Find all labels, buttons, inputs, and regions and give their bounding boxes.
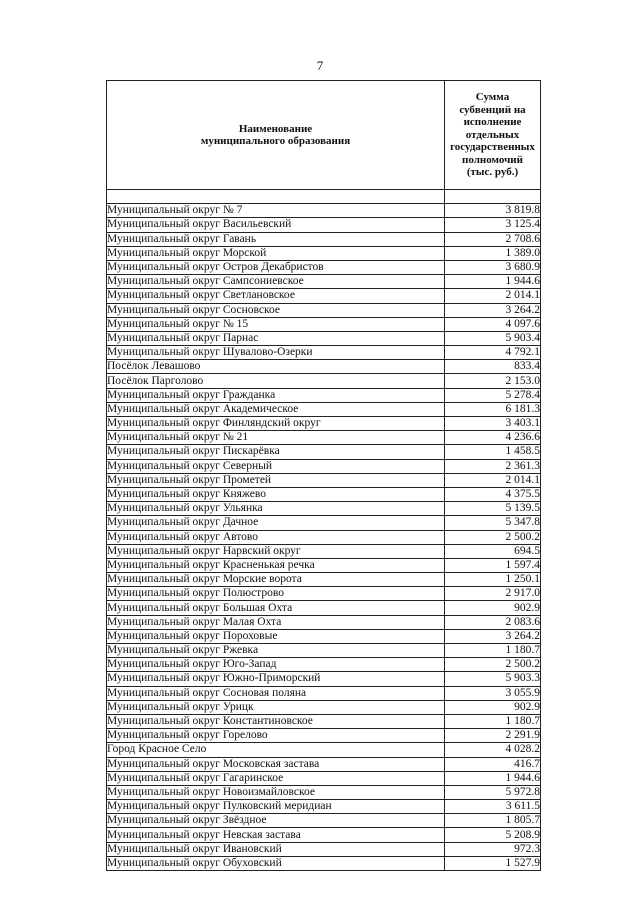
municipality-name-cell: Муниципальный округ Сосновая поляна bbox=[107, 686, 445, 700]
subvention-amount-cell: 694.5 bbox=[445, 544, 541, 558]
table-row bbox=[107, 204, 541, 218]
header-name-text: Наименование муниципального образования bbox=[200, 122, 351, 147]
table-row bbox=[107, 700, 541, 714]
subvention-amount-cell: 2 291.9 bbox=[445, 729, 541, 743]
table-row bbox=[107, 686, 541, 700]
subvention-amount-cell: 833.4 bbox=[445, 360, 541, 374]
municipality-name-cell: Муниципальный округ Княжево bbox=[107, 487, 445, 501]
table-row bbox=[107, 558, 541, 572]
table-row bbox=[107, 629, 541, 643]
subvention-amount-cell: 902.9 bbox=[445, 601, 541, 615]
table-row bbox=[107, 331, 541, 345]
subvention-amount-cell: 2 014.1 bbox=[445, 289, 541, 303]
subvention-amount-cell: 3 680.9 bbox=[445, 260, 541, 274]
municipality-name-cell: Муниципальный округ Полюстрово bbox=[107, 587, 445, 601]
table-row bbox=[107, 757, 541, 771]
municipality-name-cell: Муниципальный округ Горелово bbox=[107, 729, 445, 743]
table-row bbox=[107, 658, 541, 672]
subvention-amount-cell: 1 250.1 bbox=[445, 573, 541, 587]
municipality-name-cell: Муниципальный округ № 15 bbox=[107, 317, 445, 331]
table-row bbox=[107, 544, 541, 558]
municipality-name-cell: Муниципальный округ Автово bbox=[107, 530, 445, 544]
municipality-name-cell: Муниципальный округ № 7 bbox=[107, 204, 445, 218]
table-row bbox=[107, 800, 541, 814]
municipality-name-cell: Муниципальный округ Морские ворота bbox=[107, 573, 445, 587]
table-row bbox=[107, 402, 541, 416]
municipality-name-cell: Муниципальный округ Академическое bbox=[107, 402, 445, 416]
subvention-amount-cell: 1 944.6 bbox=[445, 275, 541, 289]
subvention-amount-cell: 5 903.3 bbox=[445, 672, 541, 686]
municipality-name-cell: Муниципальный округ Пороховые bbox=[107, 629, 445, 643]
subvention-amount-cell: 1 944.6 bbox=[445, 771, 541, 785]
table-row bbox=[107, 232, 541, 246]
subvention-amount-cell: 4 028.2 bbox=[445, 743, 541, 757]
subvention-amount-cell: 3 264.2 bbox=[445, 629, 541, 643]
municipality-name-cell: Муниципальный округ Сампсониевское bbox=[107, 275, 445, 289]
table-row bbox=[107, 303, 541, 317]
subvention-amount-cell: 4 097.6 bbox=[445, 317, 541, 331]
subvention-amount-cell: 3 264.2 bbox=[445, 303, 541, 317]
subvention-amount-cell: 2 361.3 bbox=[445, 459, 541, 473]
table-row bbox=[107, 672, 541, 686]
table-row bbox=[107, 260, 541, 274]
header-amount-text: Сумма субвенций на исполнение отдельных государственных полномочий (тыс. руб.) bbox=[450, 91, 535, 179]
table-row bbox=[107, 814, 541, 828]
subvention-amount-cell: 4 792.1 bbox=[445, 346, 541, 360]
table-row bbox=[107, 289, 541, 303]
subvention-amount-cell: 972.3 bbox=[445, 842, 541, 856]
municipality-name-cell: Муниципальный округ Константиновское bbox=[107, 714, 445, 728]
municipality-name-cell: Муниципальный округ Большая Охта bbox=[107, 601, 445, 615]
municipality-name-cell: Муниципальный округ Морской bbox=[107, 246, 445, 260]
table-row bbox=[107, 502, 541, 516]
municipality-name-cell: Муниципальный округ Красненькая речка bbox=[107, 558, 445, 572]
municipality-name-cell: Муниципальный округ Дачное bbox=[107, 516, 445, 530]
municipality-name-cell: Муниципальный округ Нарвский округ bbox=[107, 544, 445, 558]
table-row bbox=[107, 714, 541, 728]
page-number: 7 bbox=[316, 58, 324, 73]
table-row bbox=[107, 275, 541, 289]
table-row bbox=[107, 473, 541, 487]
municipality-name-cell: Муниципальный округ Ульянка bbox=[107, 502, 445, 516]
subvention-amount-cell: 1 597.4 bbox=[445, 558, 541, 572]
municipality-name-cell: Муниципальный округ Гражданка bbox=[107, 388, 445, 402]
subvention-amount-cell: 5 972.8 bbox=[445, 785, 541, 799]
subvention-amount-cell: 416.7 bbox=[445, 757, 541, 771]
municipality-name-cell: Муниципальный округ Парнас bbox=[107, 331, 445, 345]
spacer-row bbox=[107, 190, 541, 204]
header-municipality-name bbox=[107, 81, 445, 190]
municipality-name-cell: Муниципальный округ Светлановское bbox=[107, 289, 445, 303]
municipality-name-cell: Муниципальный округ Северный bbox=[107, 459, 445, 473]
subvention-amount-cell: 5 903.4 bbox=[445, 331, 541, 345]
municipality-name-cell: Муниципальный округ Пискарёвка bbox=[107, 445, 445, 459]
table-row bbox=[107, 743, 541, 757]
table-row bbox=[107, 218, 541, 232]
table-row bbox=[107, 828, 541, 842]
municipality-name-cell: Муниципальный округ Ивановский bbox=[107, 842, 445, 856]
table-row bbox=[107, 360, 541, 374]
subvention-amount-cell: 2 153.0 bbox=[445, 374, 541, 388]
subvention-amount-cell: 3 125.4 bbox=[445, 218, 541, 232]
municipality-name-cell: Муниципальный округ Финляндский округ bbox=[107, 417, 445, 431]
table-body bbox=[107, 190, 541, 871]
subvention-amount-cell: 5 139.5 bbox=[445, 502, 541, 516]
subvention-amount-cell: 6 181.3 bbox=[445, 402, 541, 416]
municipality-name-cell: Муниципальный округ Васильевский bbox=[107, 218, 445, 232]
municipality-name-cell: Посёлок Левашово bbox=[107, 360, 445, 374]
header-subvention-amount bbox=[445, 81, 541, 190]
subvention-amount-cell: 1 180.7 bbox=[445, 644, 541, 658]
municipality-name-cell: Муниципальный округ Сосновское bbox=[107, 303, 445, 317]
municipality-name-cell: Муниципальный округ Остров Декабристов bbox=[107, 260, 445, 274]
subvention-amount-cell: 1 458.5 bbox=[445, 445, 541, 459]
table-row bbox=[107, 516, 541, 530]
table-row bbox=[107, 487, 541, 501]
municipality-name-cell: Муниципальный округ Новоизмайловское bbox=[107, 785, 445, 799]
subvention-amount-cell: 5 347.8 bbox=[445, 516, 541, 530]
municipality-name-cell: Муниципальный округ Малая Охта bbox=[107, 615, 445, 629]
municipality-name-cell: Муниципальный округ Московская застава bbox=[107, 757, 445, 771]
municipality-name-cell: Муниципальный округ Шувалово-Озерки bbox=[107, 346, 445, 360]
subvention-amount-cell: 2 500.2 bbox=[445, 530, 541, 544]
subvention-amount-cell: 902.9 bbox=[445, 700, 541, 714]
municipality-name-cell: Муниципальный округ Ржевка bbox=[107, 644, 445, 658]
table-row bbox=[107, 317, 541, 331]
municipality-name-cell: Посёлок Парголово bbox=[107, 374, 445, 388]
subvention-amount-cell: 1 527.9 bbox=[445, 856, 541, 870]
municipality-name-cell: Муниципальный округ Невская застава bbox=[107, 828, 445, 842]
table-row bbox=[107, 388, 541, 402]
table-row bbox=[107, 246, 541, 260]
subvention-amount-cell: 4 236.6 bbox=[445, 431, 541, 445]
municipality-name-cell: Муниципальный округ Обуховский bbox=[107, 856, 445, 870]
subvention-amount-cell: 5 208.9 bbox=[445, 828, 541, 842]
subvention-amount-cell: 3 819.8 bbox=[445, 204, 541, 218]
municipality-name-cell: Муниципальный округ Урицк bbox=[107, 700, 445, 714]
municipality-name-cell: Муниципальный округ Звёздное bbox=[107, 814, 445, 828]
subvention-amount-cell: 3 611.5 bbox=[445, 800, 541, 814]
table-row bbox=[107, 573, 541, 587]
table-row bbox=[107, 785, 541, 799]
subvention-amount-cell: 2 014.1 bbox=[445, 473, 541, 487]
municipality-name-cell: Муниципальный округ Юго-Запад bbox=[107, 658, 445, 672]
table-row bbox=[107, 459, 541, 473]
table-row bbox=[107, 374, 541, 388]
municipality-name-cell: Муниципальный округ Гавань bbox=[107, 232, 445, 246]
subventions-table bbox=[106, 80, 541, 871]
municipality-name-cell: Муниципальный округ Гагаринское bbox=[107, 771, 445, 785]
table-row bbox=[107, 729, 541, 743]
table-row bbox=[107, 530, 541, 544]
subvention-amount-cell: 2 500.2 bbox=[445, 658, 541, 672]
table-row bbox=[107, 856, 541, 870]
subvention-amount-cell: 3 403.1 bbox=[445, 417, 541, 431]
subvention-amount-cell: 2 708.6 bbox=[445, 232, 541, 246]
municipality-name-cell: Муниципальный округ № 21 bbox=[107, 431, 445, 445]
subvention-amount-cell: 4 375.5 bbox=[445, 487, 541, 501]
municipality-name-cell: Город Красное Село bbox=[107, 743, 445, 757]
table-row bbox=[107, 587, 541, 601]
table-header-row bbox=[107, 81, 541, 190]
table-row bbox=[107, 644, 541, 658]
table-row bbox=[107, 431, 541, 445]
subvention-amount-cell: 1 180.7 bbox=[445, 714, 541, 728]
table-row bbox=[107, 346, 541, 360]
subvention-amount-cell: 2 917.0 bbox=[445, 587, 541, 601]
subvention-amount-cell: 3 055.9 bbox=[445, 686, 541, 700]
table-row bbox=[107, 771, 541, 785]
subvention-amount-cell: 1 389.0 bbox=[445, 246, 541, 260]
table-row bbox=[107, 842, 541, 856]
subvention-amount-cell: 2 083.6 bbox=[445, 615, 541, 629]
municipality-name-cell: Муниципальный округ Пулковский меридиан bbox=[107, 800, 445, 814]
table-row bbox=[107, 417, 541, 431]
table-row bbox=[107, 445, 541, 459]
subvention-amount-cell: 5 278.4 bbox=[445, 388, 541, 402]
municipality-name-cell: Муниципальный округ Южно-Приморский bbox=[107, 672, 445, 686]
subvention-amount-cell: 1 805.7 bbox=[445, 814, 541, 828]
table-row bbox=[107, 615, 541, 629]
table-row bbox=[107, 601, 541, 615]
municipality-name-cell: Муниципальный округ Прометей bbox=[107, 473, 445, 487]
